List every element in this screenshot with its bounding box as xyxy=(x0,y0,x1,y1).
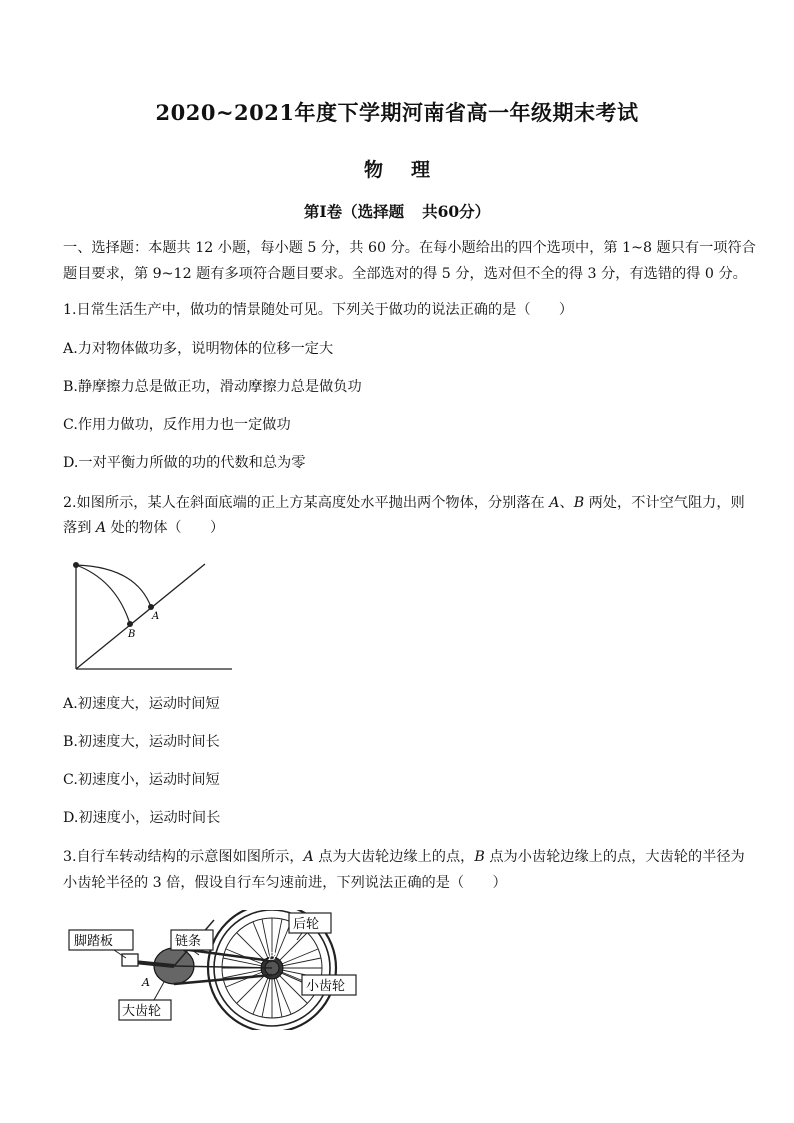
label-pedal: 脚踏板 xyxy=(74,934,114,949)
exam-title: 2020~2021年度下学期河南省高一年级期末考试 xyxy=(155,100,639,125)
projectile-figure xyxy=(66,558,238,674)
instructions-line-2: 题目要求，第 9~12 题有多项符合题目要求。全部选对的得 5 分，选对但不全的得 3 分，有选错的得 0 分。 xyxy=(63,266,747,282)
section-title-part1: 第Ⅰ卷（选择题 xyxy=(303,202,405,221)
q2-option-d: D.初速度小，运动时间长 xyxy=(63,810,221,826)
q3-stem-line-2: 小齿轮半径的 3 倍，假设自行车匀速前进，下列说法正确的是（ ） xyxy=(63,875,507,891)
point-a-ref: A xyxy=(303,849,314,865)
trajectory-to-b xyxy=(76,565,130,624)
section-title-part2: 共60分） xyxy=(422,202,491,221)
q1-stem: 1.日常生活生产中，做功的情景随处可见。下列关于做功的说法正确的是（ ） xyxy=(63,302,574,318)
point-a-ref: A xyxy=(549,495,560,511)
trajectory-to-a xyxy=(76,565,151,607)
label-point-b: B xyxy=(268,950,277,963)
label-rear-wheel: 后轮 xyxy=(293,917,320,932)
instructions-line-1: 一、选择题：本题共 12 小题，每小题 5 分，共 60 分。在每小题给出的四个选项中，第 1~8 题只有一项符合 xyxy=(63,240,756,256)
label-big-gear: 大齿轮 xyxy=(122,1004,162,1019)
point-b-ref: B xyxy=(573,495,585,511)
landing-point-a xyxy=(148,604,154,610)
label-point-a: A xyxy=(142,976,150,989)
bicycle-figure xyxy=(64,910,364,1030)
q2-stem-line-1: 2.如图所示，某人在斜面底端的正上方某高度处水平抛出两个物体，分别落在 A、B 两处，不计空气阻力，则 xyxy=(63,495,745,511)
point-b-ref: B xyxy=(474,849,485,865)
q2-option-b: B.初速度大，运动时间长 xyxy=(63,734,220,750)
point-a-ref: A xyxy=(95,520,107,536)
q3-stem-line-1: 3.自行车转动结构的示意图如图所示，A 点为大齿轮边缘上的点，B 点为小齿轮边缘上的点，大齿轮的半径为 xyxy=(63,849,745,865)
label-a: A xyxy=(152,611,160,622)
launch-point xyxy=(73,562,79,568)
label-small-gear: 小齿轮 xyxy=(306,979,346,994)
label-b: B xyxy=(128,629,136,640)
q1-option-a: A.力对物体做功多，说明物体的位移一定大 xyxy=(63,341,334,357)
incline-line xyxy=(76,564,205,669)
q1-option-b: B.静摩擦力总是做正功，滑动摩擦力总是做负功 xyxy=(63,379,362,395)
q1-option-c: C.作用力做功，反作用力也一定做功 xyxy=(63,417,291,433)
q2-option-c: C.初速度小，运动时间短 xyxy=(63,772,220,788)
pedal xyxy=(122,954,138,966)
label-chain: 链条 xyxy=(175,934,202,949)
q1-option-d: D.一对平衡力所做的功的代数和总为零 xyxy=(63,455,306,471)
q2-option-a: A.初速度大，运动时间短 xyxy=(63,696,220,712)
landing-point-b xyxy=(127,621,133,627)
subject-title: 物理 xyxy=(363,159,458,181)
section-title xyxy=(0,200,794,222)
q2-stem-line-2: 落到 A 处的物体（ ） xyxy=(63,520,225,536)
